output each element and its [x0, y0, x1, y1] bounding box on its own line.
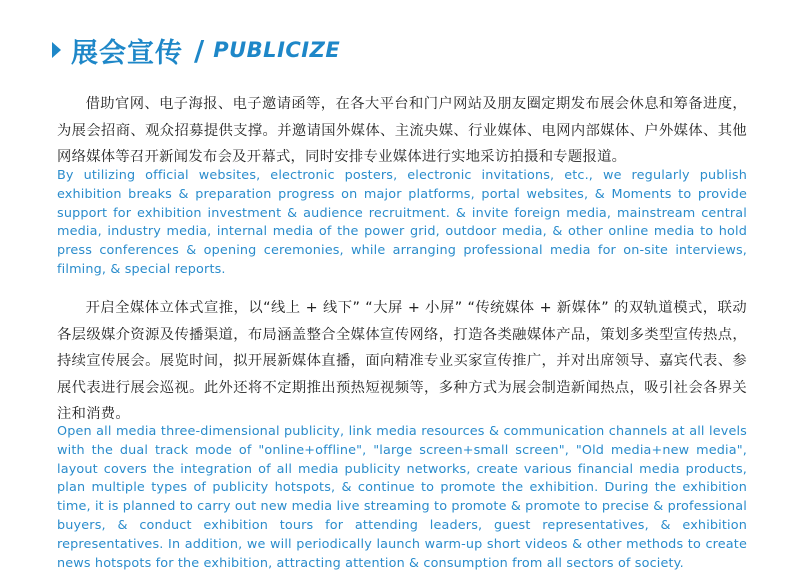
section-heading	[52, 30, 340, 70]
paragraph-english-1: By utilizing official websites, electronic posters, electronic invitations, etc., we regularly publish exhibition breaks & preparation progress on major platforms, portal websites, & Moments to provide support for exhibition investment & audience recruitment. & invite foreign media, mainstream central media, industry media, internal media of the power grid, outdoor media, & other online media to hold press conferences & opening ceremonies, while arranging professional media for on-site interviews, filming, & special reports.	[57, 168, 747, 277]
paragraph-chinese-1: 借助官网、电子海报、电子邀请函等，在各大平台和门户网站及朋友圈定期发布展会休息和筹备进度，为展会招商、观众招募提供支撑。并邀请国外媒体、主流央媒、行业媒体、电网内部媒体、户外媒体、其他网络媒体等召开新闻发布会及开幕式，同时安排专业媒体进行实地采访拍摄和专题报道。	[57, 96, 747, 165]
heading-separator: /	[194, 33, 205, 67]
paragraph-english-2: Open all media three-dimensional publicity, link media resources & communication channels at all levels with the dual track mode of "online+offline", "large screen+small screen", "Old media+new media", layout covers the integration of all media publicity networks, create various financial media products, plan multiple types of publicity hotspots, & continue to promote the exhibition. During the exhibition time, it is planned to carry out new media live streaming to promote & promote to precise & professional buyers, & conduct exhibition tours for attending leaders, guest representatives, & exhibition representatives. In addition, we will periodically launch warm-up short videos & other methods to create news hotspots for the exhibition, attracting attention & consumption from all sectors of society.	[57, 424, 747, 571]
paragraph-chinese-2: 开启全媒体立体式宣推，以“线上 + 线下” “大屏 + 小屏” “传统媒体 + 新媒体” 的双轨道模式，联动各层级媒介资源及传播渠道，布局涵盖整合全媒体宣传网络，打造各类融媒体产品，策划多类型宣传热点，持续宣传展会。展览时间，拟开展新媒体直播，面向精准专业买家宣传推广，并对出席领导、嘉宾代表、参展代表进行展会巡视。此外还将不定期推出预热短视频等，多种方式为展会制造新闻热点，吸引社会各界关注和消费。	[57, 300, 747, 422]
heading-title-chinese: 展会宣传	[71, 37, 183, 69]
arrow-right-icon	[52, 42, 61, 58]
heading-title-english: PUBLICIZE	[213, 38, 341, 62]
